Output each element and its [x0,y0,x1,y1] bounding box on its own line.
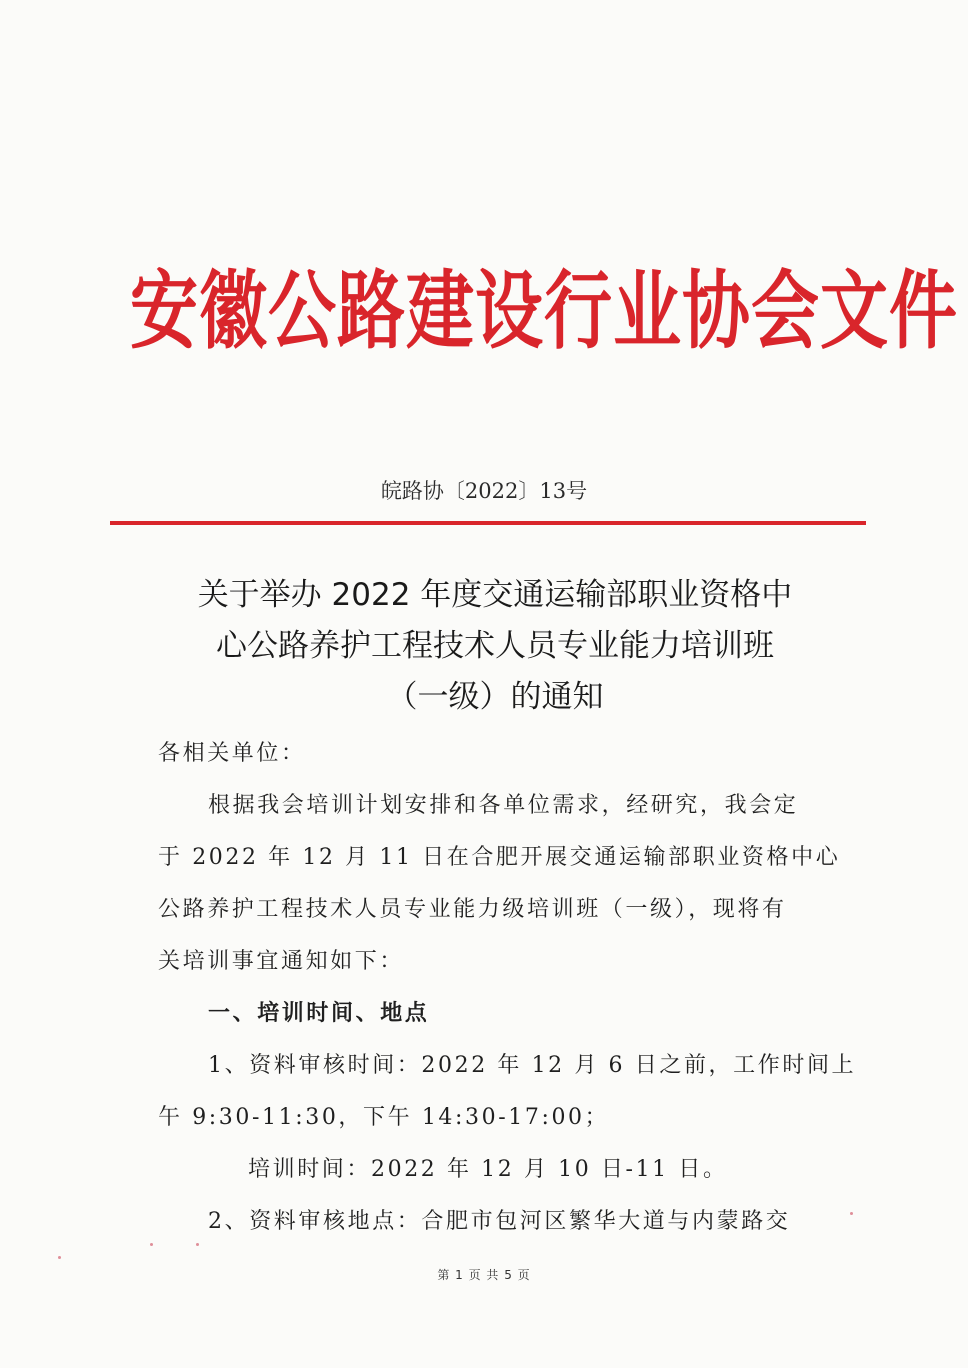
scan-speck [58,1256,61,1259]
item-2-line-1: 2、资料审核地点：合肥市包河区繁华大道与内蒙路交 [208,1209,791,1234]
salutation: 各相关单位： [158,741,306,766]
training-time: 培训时间：2022 年 12 月 10 日-11 日。 [248,1157,728,1182]
paragraph-1-line-3: 公路养护工程技术人员专业能力级培训班（一级），现将有 [158,897,787,922]
document-number: 皖路协〔2022〕13号 [380,479,588,503]
org-header-title: 安徽公路建设行业协会文件 [130,263,959,362]
item-1-line-1: 1、资料审核时间：2022 年 12 月 6 日之前，工作时间上 [208,1053,857,1078]
paragraph-1-line-1: 根据我会培训计划安排和各单位需求，经研究，我会定 [208,793,799,818]
paragraph-1-line-4: 关培训事宜通知如下： [158,949,405,974]
notice-title-line-3: （一级）的通知 [386,679,604,715]
notice-title-line-2: 心公路养护工程技术人员专业能力培训班 [216,628,774,664]
page-footer: 第 1 页 共 5 页 [437,1268,531,1282]
scan-speck [150,1243,153,1246]
notice-body [158,728,857,1248]
notice-title-line-1: 关于举办 2022 年度交通运输部职业资格中 [197,577,793,613]
red-divider-line [110,521,866,525]
scan-speck [850,1212,853,1215]
paragraph-1-line-2: 于 2022 年 12 月 11 日在合肥开展交通运输部职业资格中心 [158,845,841,870]
scan-speck [196,1243,199,1246]
section-1-heading: 一、培训时间、地点 [208,1001,430,1026]
notice-title [130,570,860,723]
item-1-line-2: 午 9:30-11:30，下午 14:30-17:00； [158,1105,610,1130]
